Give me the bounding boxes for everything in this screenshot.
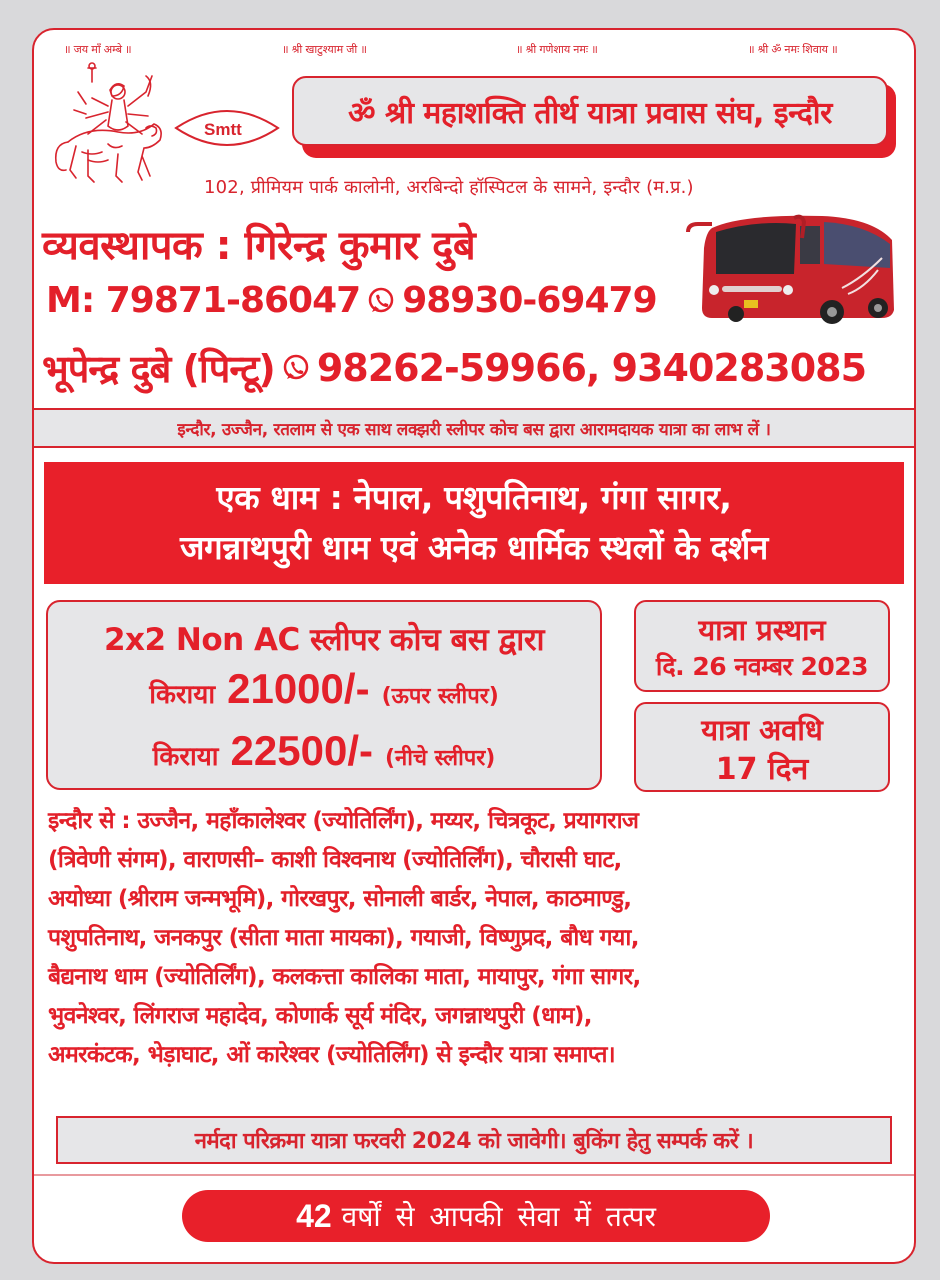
address: 102, प्रीमियम पार्क कालोनी, अरबिन्दो हॉस्पिटल के सामने, इन्दौर (म.प्र.)	[204, 177, 694, 198]
duration-box	[634, 702, 890, 792]
title-box	[292, 76, 888, 146]
whatsapp-number-1[interactable]: 98930-69479	[402, 280, 657, 321]
mobile-number[interactable]: M: 79871-86047	[46, 280, 361, 321]
banner-line-1: एक धाम : नेपाल, पशुपतिनाथ, गंगा सागर,	[216, 478, 732, 517]
phone-row-2	[42, 342, 866, 394]
fare-note-lower: (नीचे स्लीपर)	[385, 746, 496, 771]
blessing-shiva: ॥ श्री ॐ नमः शिवाय ॥	[748, 44, 838, 56]
destinations-banner	[44, 462, 904, 584]
departure-date: दि. 26 नवम्बर 2023	[655, 652, 869, 681]
duration-value: 17 दिन	[715, 752, 809, 787]
organization-title: ॐ श्री महाशक्ति तीर्थ यात्रा प्रवास संघ, इन्दौर	[348, 95, 832, 131]
blessing-khatushyam: ॥ श्री खाटुश्याम जी ॥	[282, 44, 367, 56]
tagline-bar	[34, 408, 914, 448]
route-line: भुवनेश्वर, लिंगराज महादेव, कोणार्क सूर्य मंदिर, जगन्नाथपुरी (धाम),	[48, 1003, 592, 1029]
poster	[32, 28, 916, 1264]
durga-deity-icon	[48, 62, 166, 190]
fare-amount-upper: 21000/-	[227, 665, 370, 712]
fare-box	[46, 600, 602, 790]
route-line: अयोध्या (श्रीराम जन्मभूमि), गोरखपुर, सोनाली बार्डर, नेपाल, काठमाण्डु,	[48, 886, 632, 912]
divider	[34, 1174, 914, 1176]
fare-row-lower	[48, 724, 600, 786]
route-line: इन्दौर से : उज्जैन, महाँकालेश्वर (ज्योतिर्लिंग), मय्यर, चित्रकूट, प्रयागराज	[48, 808, 639, 834]
narmada-notice-text: नर्मदा परिक्रमा यात्रा फरवरी 2024 को जावेगी। बुकिंग हेतु सम्पर्क करें ।	[194, 1129, 754, 1154]
second-contact-name: भूपेन्द्र दुबे (पिन्टू)	[42, 347, 275, 391]
duration-heading: यात्रा अवधि	[701, 713, 823, 747]
fare-amount-lower: 22500/-	[230, 727, 373, 774]
whatsapp-icon	[366, 286, 396, 316]
phone-row-1	[46, 280, 657, 321]
fare-note-upper: (ऊपर स्लीपर)	[381, 684, 499, 709]
service-years-pill	[182, 1190, 770, 1242]
whatsapp-icon	[281, 353, 311, 383]
banner-line-2: जगन्नाथपुरी धाम एवं अनेक धार्मिक स्थलों के दर्शन	[179, 528, 769, 567]
tagline-text: इन्दौर, उज्जैन, रतलाम से एक साथ लक्झरी स्लीपर कोच बस द्वारा आरामदायक यात्रा का लाभ लें ।	[177, 419, 771, 440]
fare-label: किराया	[152, 742, 219, 772]
narmada-notice	[56, 1116, 892, 1164]
blessing-jai-maa-ambe: ॥ जय माँ अम्बे ॥	[64, 44, 132, 56]
manager-name: व्यवस्थापक : गिरेन्द्र कुमार दुबे	[42, 223, 476, 269]
route-line: अमरकंटक, भेड़ाघाट, ओं कारेश्वर (ज्योतिर्लिंग) से इन्दौर यात्रा समाप्त।	[48, 1042, 615, 1068]
route-line: बैद्यनाथ धाम (ज्योतिर्लिंग), कलकत्ता कालिका माता, मायापुर, गंगा सागर,	[48, 964, 641, 990]
departure-heading: यात्रा प्रस्थान	[698, 613, 826, 647]
service-years-number: 42	[296, 1197, 332, 1234]
route-list	[48, 802, 910, 1075]
fare-title: 2x2 Non AC स्लीपर कोच बस द्वारा	[103, 622, 545, 658]
fare-row-upper	[48, 662, 600, 724]
route-line: (त्रिवेणी संगम), वाराणसी– काशी विश्वनाथ (ज्योतिर्लिंग), चौरासी घाट,	[48, 847, 622, 873]
smtt-logo-text: Smtt	[204, 120, 242, 139]
blessings-row	[34, 42, 914, 62]
second-contact-numbers[interactable]: 98262-59966, 9340283085	[316, 346, 867, 390]
service-years-text: वर्षों से आपकी सेवा में तत्पर	[341, 1200, 656, 1233]
bus-icon	[682, 208, 898, 328]
fare-label: किराया	[149, 680, 216, 710]
route-line: पशुपतिनाथ, जनकपुर (सीता माता मायका), गयाजी, विष्णुप्रद, बौध गया,	[48, 925, 639, 951]
blessing-ganesh: ॥ श्री गणेशाय नमः ॥	[516, 44, 598, 56]
departure-box	[634, 600, 890, 692]
